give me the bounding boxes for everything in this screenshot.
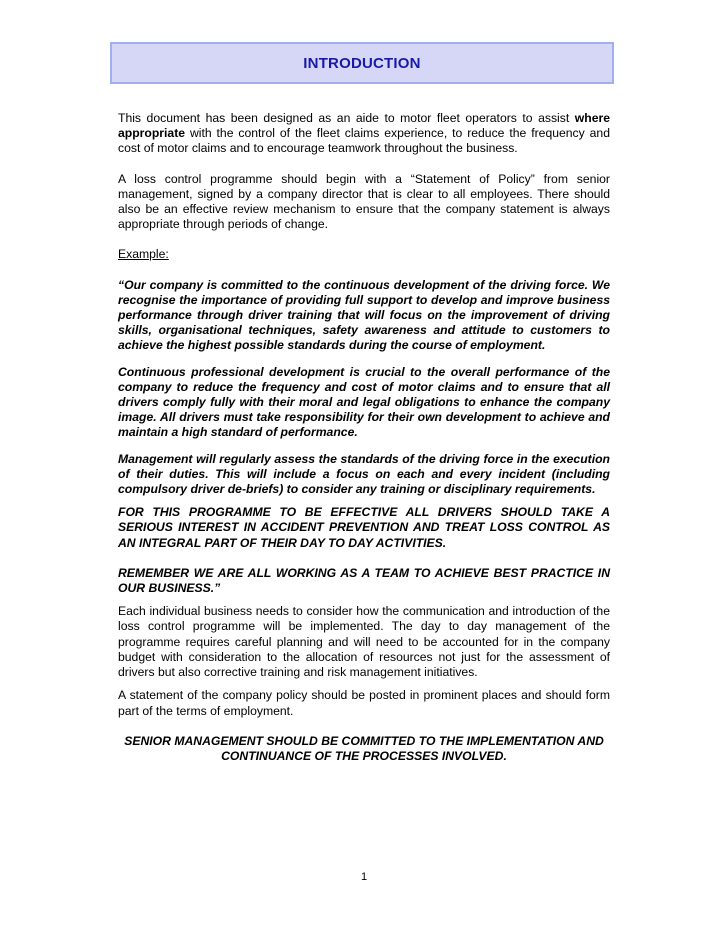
intro-text-end: with the control of the fleet claims experience, to reduce the frequency and cost of motor claims and to encourage teamwork throughout the business. [118, 126, 610, 156]
policy-paragraph-2: Continuous professional development is crucial to the overall performance of the company to reduce the frequency and cost of motor claims and to ensure that all drivers comply fully with their moral and legal obligations to enhance the company image. All drivers must take responsibility for their own development to achieve and maintain a high standard of performance. [118, 364, 610, 440]
policy-paragraph-4: FOR THIS PROGRAMME TO BE EFFECTIVE ALL DRIVERS SHOULD TAKE A SERIOUS INTEREST IN ACCIDENT PREVENTION AND TREAT LOSS CONTROL AS AN INTEGRAL PART OF THEIR DAY TO DAY ACTIVITIES. [118, 505, 610, 550]
document-body [118, 111, 610, 764]
example-label: Example: [118, 247, 169, 262]
intro-paragraph [118, 111, 610, 157]
section-header-box [110, 42, 614, 84]
page-number: 1 [360, 871, 368, 883]
intro-text-start: This document has been designed as an aide to motor fleet operators to assist [118, 111, 575, 125]
section-title: INTRODUCTION [303, 54, 421, 72]
implementation-paragraph: Each individual business needs to consider how the communication and introduction of the loss control programme will be implemented. The day to day management of the programme requires careful planning and will need to be accounted for in the company budget with consideration to the allocation of resources not just for the assessment of drivers but also corrective training and risk management initiatives. [118, 604, 610, 680]
policy-paragraph-1: “Our company is committed to the continuous development of the driving force. We recognise the importance of providing full support to develop and improve business performance through driver training that will focus on the improvement of driving skills, organisational techniques, safety awareness and attitude to customers to achieve the highest possible standards during the course of employment. [118, 277, 610, 353]
policy-paragraph-5: REMEMBER WE ARE ALL WORKING AS A TEAM TO ACHIEVE BEST PRACTICE IN OUR BUSINESS.” [118, 565, 610, 596]
posting-paragraph: A statement of the company policy should be posted in prominent places and should form part of the terms of employment. [118, 688, 610, 718]
intro-emphasis: where appropriate [118, 111, 610, 141]
closing-statement: SENIOR MANAGEMENT SHOULD BE COMMITTED TO THE IMPLEMENTATION AND CONTINUANCE OF THE PROCESSES INVOLVED. [124, 733, 604, 763]
statement-paragraph: A loss control programme should begin with a “Statement of Policy” from senior management, signed by a company director that is clear to all employees. There should also be an effective review mechanism to ensure that the company statement is always appropriate through periods of change. [118, 171, 610, 232]
policy-paragraph-3: Management will regularly assess the standards of the driving force in the execution of their duties. This will include a focus on each and every incident (including compulsory driver de-briefs) to consider any training or disciplinary requirements. [118, 451, 610, 497]
